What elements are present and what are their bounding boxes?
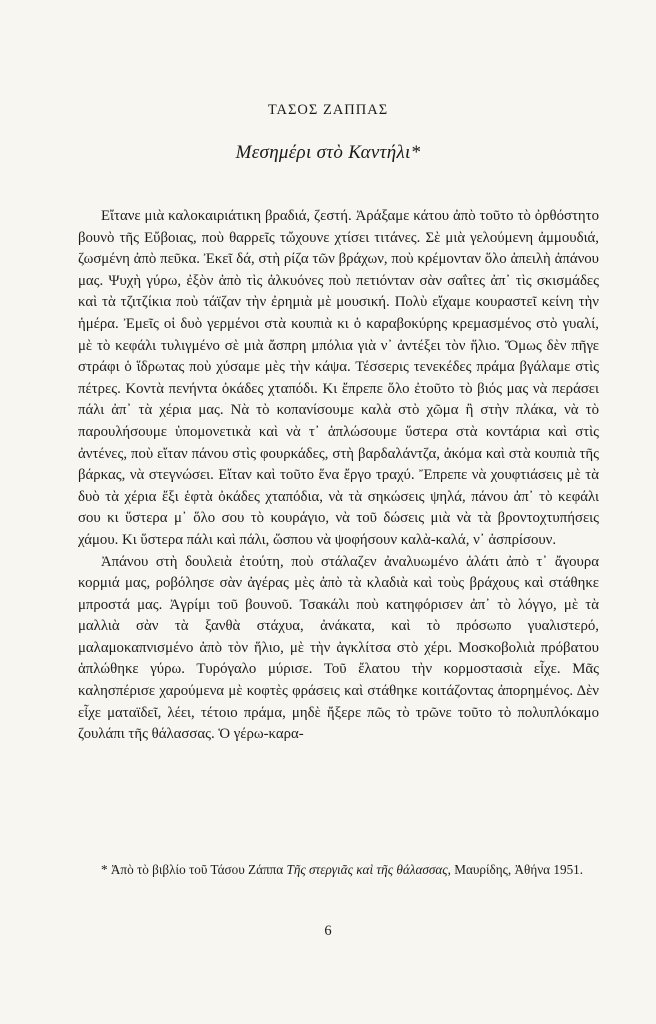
page-number: 6 — [324, 923, 332, 939]
footnote-lead: * Ἀπὸ τὸ βιβλίο τοῦ Τάσου Ζάππα — [101, 862, 287, 877]
story-body — [78, 206, 599, 746]
footnote-book-title: Τῆς στεργιᾶς καὶ τῆς θάλασσας — [286, 862, 448, 877]
footnote-tail: , Μαυρίδης, Ἀθήνα 1951. — [447, 862, 584, 877]
story-title: Μεσημέρι στὸ Καντήλι* — [235, 142, 421, 163]
footnote — [78, 860, 599, 880]
paragraph-1: Εἴτανε μιὰ καλοκαιριάτικη βραδιά, ζεστή. Ἀράξαμε κάτου ἀπὸ τοῦτο τὸ ὀρθόστητο βουνὸ τῆς Εὔβοιας, ποὺ θαρρεῖς τὤχουνε χτίσει τιτάνες. Σὲ μιὰ γελούμενη ἀμμουδιά, ζωσμένη ἀπὸ πεῦκα. Ἐκεῖ δά, στὴ ρίζα τῶν βράχων, ποὺ κρέμονταν ὅλο ἀπειλὴ ἀπάνου μας. Ψυχὴ γύρω, ἐξὸν ἀπὸ τὶς ἀλκυόνες ποὺ πετιόνταν σὰν σαΐτες ἀπ᾽ τὶς σκισμάδες καὶ τὰ τζιτζίκια ποὺ τάϊζαν τὴν ἐρημιὰ μὲ μουσική. Πολὺ εἴχαμε κουραστεῖ κείνη τὴν ἡμέρα. Ἐμεῖς οἱ δυὸ γερμένοι στὰ κουπιὰ κι ὁ καραβοκύρης κρεμασμένος στὸ γυαλί, μὲ τὸ κεφάλι τυλιγμένο σὲ μιὰ ἄσπρη μπόλια γιὰ ν᾽ ἀντέξει τὸν ἥλιο. Ὅμως δὲν πῆγε στράφι ὁ ἵδρωτας ποὺ χύσαμε μὲς τὴν κάψα. Τέσσερις τενεκέδες πράμα βγάλαμε στὶς πέτρες. Κοντὰ πενήντα ὀκάδες χταπόδι. Κι ἔπρεπε ὅλο ἐτοῦτο τὸ βιός μας νὰ περάσει πάλι ἀπ᾽ τὰ χέρια μας. Νὰ τὸ κοπανίσουμε καλὰ στὸ χῶμα ἢ στὴν πλάκα, νὰ τὸ παρουλήσουμε ὑπομονετικὰ καὶ νὰ τ᾽ ἁπλώσουμε ὕστερα στὰ κοντάρια καὶ στὶς ἀντένες, ποὺ εἴταν πάνου στὶς φουρκάδες, στὴ βαρδαλάντζα, ἀκόμα καὶ στὰ κουπιὰ τῆς βάρκας, νὰ στεγνώσει. Εἴταν καὶ τοῦτο ἕνα ἔργο τραχύ. Ἔπρεπε νὰ χουφτιάσεις μὲ τὰ δυὸ τὰ χέρια ἔξι ἑφτὰ ὀκάδες χταπόδια, νὰ τὰ σηκώσεις ψηλά, πάνου ἀπ᾽ τὸ κεφάλι σου κι ὕστερα μ᾽ ὅλο σου τὸ κουράγιο, νὰ τοῦ δώσεις μιὰ νὰ τὰ βροντοχτυπήσεις χάμου. Κι ὕστερα πάλι καὶ πάλι, ὥσπου νὰ ψοφήσουν καλὰ-καλά, ν᾽ ἀσπρίσουν. — [78, 208, 599, 548]
author-name: ΤΑΣΟΣ ΖΑΠΠΑΣ — [267, 102, 389, 118]
paragraph-2: Ἀπάνου στὴ δουλειὰ ἐτούτη, ποὺ στάλαζεν ἀναλυωμένο ἁλάτι ἀπὸ τ᾽ ἄγουρα κορμιά μας, ροβόλησε σὰν ἀγέρας μὲς ἀπὸ τὰ κλαδιὰ καὶ τοὺς βράχους καὶ στάθηκε μπροστά μας. Ἀγρίμι τοῦ βουνοῦ. Τσακάλι ποὺ κατηφόρισεν ἀπ᾽ τὸ λόγγο, μὲ τὰ μαλλιὰ σὰν τὰ ξανθὰ στάχυα, ἀνάκατα, καὶ τὸ πρόσωπο γυαλιστερό, μαλαμοκαπνισμένο ἀπὸ τὸν ἥλιο, μὲ τὴν ἀγκλίτσα στὸ χέρι. Μοσκοβολιὰ πρόβατου ἁπλώθηκε γύρω. Τυρόγαλο μύρισε. Τοῦ ἔλατου τὴν κορμοστασιὰ εἶχε. Μᾶς καλησπέρισε χαρούμενα μὲ κοφτὲς φράσεις καὶ στάθηκε κοιτάζοντας ἀπορημένος. Δὲν εἶχε ματαϊδεῖ, λέει, τέτοιο πράμα, μηδὲ ἤξερε πῶς τὸ τρῶνε τοῦτο τὸ πολυπλόκαμο ζουλάπι τῆς θάλασσας. Ὁ γέρω-καρα- — [78, 553, 599, 743]
